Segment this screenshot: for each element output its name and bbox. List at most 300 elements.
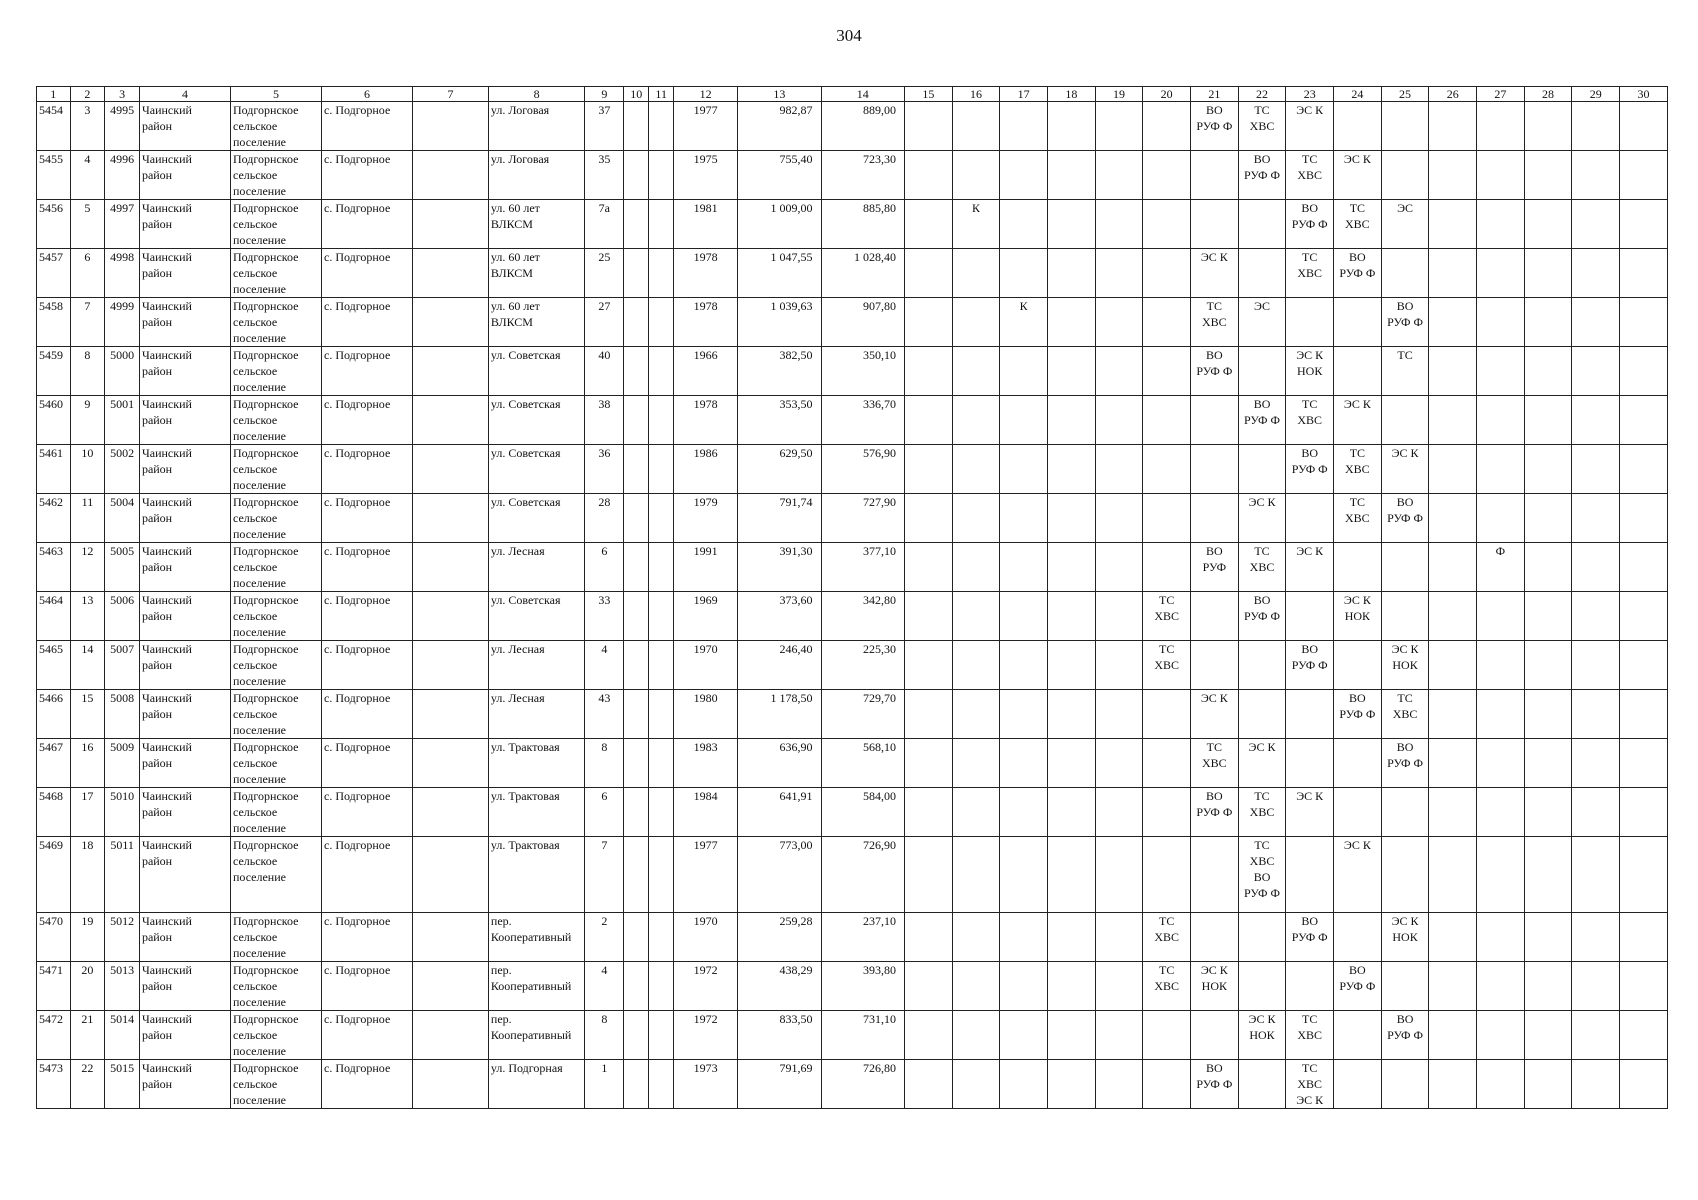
cell-col-19 xyxy=(1095,200,1143,249)
cell-col-19 xyxy=(1095,543,1143,592)
cell-col-22: ВО РУФ Ф xyxy=(1238,592,1286,641)
cell-col-25 xyxy=(1381,396,1429,445)
cell-col-5: Подгорнское сельское поселение xyxy=(230,445,321,494)
cell-col-30 xyxy=(1620,151,1668,200)
cell-col-29 xyxy=(1572,641,1620,690)
cell-col-26 xyxy=(1429,494,1477,543)
column-header-4: 4 xyxy=(139,87,230,102)
cell-col-13: 353,50 xyxy=(738,396,821,445)
cell-col-23 xyxy=(1286,298,1334,347)
cell-col-24: ВО РУФ Ф xyxy=(1334,249,1382,298)
cell-col-5: Подгорнское сельское поселение xyxy=(230,837,321,913)
table-row xyxy=(37,690,1668,739)
cell-col-11 xyxy=(649,739,674,788)
cell-col-10 xyxy=(624,788,649,837)
cell-col-15 xyxy=(904,102,952,151)
cell-col-14: 336,70 xyxy=(821,396,904,445)
cell-col-15 xyxy=(904,1060,952,1109)
cell-col-8: ул. Трактовая xyxy=(488,739,584,788)
cell-col-23: ЭС К НОК xyxy=(1286,347,1334,396)
cell-col-12: 1977 xyxy=(674,837,738,913)
cell-col-8: пер. Кооперативный xyxy=(488,962,584,1011)
cell-col-5: Подгорнское сельское поселение xyxy=(230,592,321,641)
cell-col-9: 36 xyxy=(585,445,624,494)
column-header-14: 14 xyxy=(821,87,904,102)
cell-col-24 xyxy=(1334,298,1382,347)
cell-col-14: 568,10 xyxy=(821,739,904,788)
cell-col-6: с. Подгорное xyxy=(322,641,413,690)
cell-col-23 xyxy=(1286,962,1334,1011)
cell-col-22: ВО РУФ Ф xyxy=(1238,151,1286,200)
cell-col-9: 35 xyxy=(585,151,624,200)
cell-col-9: 8 xyxy=(585,1011,624,1060)
column-header-8: 8 xyxy=(488,87,584,102)
cell-col-19 xyxy=(1095,151,1143,200)
cell-col-4: Чаинский район xyxy=(139,592,230,641)
cell-col-6: с. Подгорное xyxy=(322,962,413,1011)
cell-col-16 xyxy=(952,249,1000,298)
cell-col-12: 1969 xyxy=(674,592,738,641)
cell-col-5: Подгорнское сельское поселение xyxy=(230,1060,321,1109)
cell-col-9: 33 xyxy=(585,592,624,641)
column-header-19: 19 xyxy=(1095,87,1143,102)
cell-col-16 xyxy=(952,1060,1000,1109)
cell-col-28 xyxy=(1524,913,1572,962)
cell-col-2: 18 xyxy=(70,837,105,913)
cell-col-23: ВО РУФ Ф xyxy=(1286,200,1334,249)
cell-col-12: 1970 xyxy=(674,913,738,962)
cell-col-11 xyxy=(649,641,674,690)
cell-col-2: 17 xyxy=(70,788,105,837)
cell-col-23: ВО РУФ Ф xyxy=(1286,913,1334,962)
cell-col-16 xyxy=(952,151,1000,200)
cell-col-8: ул. Лесная xyxy=(488,690,584,739)
cell-col-20 xyxy=(1143,690,1191,739)
cell-col-21 xyxy=(1191,592,1239,641)
cell-col-1: 5463 xyxy=(37,543,71,592)
cell-col-17: К xyxy=(1000,298,1048,347)
cell-col-24 xyxy=(1334,913,1382,962)
cell-col-14: 350,10 xyxy=(821,347,904,396)
cell-col-27 xyxy=(1477,641,1525,690)
cell-col-18 xyxy=(1048,913,1096,962)
cell-col-20 xyxy=(1143,494,1191,543)
cell-col-19 xyxy=(1095,494,1143,543)
cell-col-10 xyxy=(624,592,649,641)
cell-col-4: Чаинский район xyxy=(139,494,230,543)
cell-col-14: 727,90 xyxy=(821,494,904,543)
cell-col-8: ул. Лесная xyxy=(488,543,584,592)
cell-col-24: ЭС К xyxy=(1334,837,1382,913)
cell-col-15 xyxy=(904,200,952,249)
cell-col-29 xyxy=(1572,788,1620,837)
cell-col-15 xyxy=(904,151,952,200)
cell-col-7 xyxy=(413,739,489,788)
cell-col-16 xyxy=(952,641,1000,690)
cell-col-19 xyxy=(1095,739,1143,788)
cell-col-8: ул. Советская xyxy=(488,445,584,494)
cell-col-14: 907,80 xyxy=(821,298,904,347)
cell-col-28 xyxy=(1524,200,1572,249)
cell-col-28 xyxy=(1524,962,1572,1011)
cell-col-5: Подгорнское сельское поселение xyxy=(230,913,321,962)
cell-col-20: ТС ХВС xyxy=(1143,962,1191,1011)
cell-col-16 xyxy=(952,913,1000,962)
table-row xyxy=(37,494,1668,543)
page-number: 304 xyxy=(836,26,862,45)
cell-col-1: 5456 xyxy=(37,200,71,249)
cell-col-23: ЭС К xyxy=(1286,788,1334,837)
cell-col-14: 237,10 xyxy=(821,913,904,962)
cell-col-11 xyxy=(649,102,674,151)
cell-col-2: 5 xyxy=(70,200,105,249)
cell-col-20: ТС ХВС xyxy=(1143,913,1191,962)
cell-col-11 xyxy=(649,396,674,445)
column-header-11: 11 xyxy=(649,87,674,102)
cell-col-2: 10 xyxy=(70,445,105,494)
cell-col-28 xyxy=(1524,1011,1572,1060)
cell-col-17 xyxy=(1000,102,1048,151)
cell-col-20 xyxy=(1143,396,1191,445)
cell-col-18 xyxy=(1048,494,1096,543)
cell-col-28 xyxy=(1524,739,1572,788)
column-number-row xyxy=(37,87,1668,102)
cell-col-18 xyxy=(1048,102,1096,151)
cell-col-20 xyxy=(1143,347,1191,396)
cell-col-16 xyxy=(952,739,1000,788)
cell-col-2: 8 xyxy=(70,347,105,396)
cell-col-30 xyxy=(1620,347,1668,396)
cell-col-12: 1978 xyxy=(674,298,738,347)
cell-col-7 xyxy=(413,249,489,298)
table-row xyxy=(37,200,1668,249)
cell-col-18 xyxy=(1048,200,1096,249)
cell-col-23 xyxy=(1286,494,1334,543)
column-header-1: 1 xyxy=(37,87,71,102)
cell-col-10 xyxy=(624,494,649,543)
cell-col-22: ЭС К xyxy=(1238,739,1286,788)
cell-col-7 xyxy=(413,592,489,641)
cell-col-21 xyxy=(1191,445,1239,494)
cell-col-28 xyxy=(1524,298,1572,347)
cell-col-28 xyxy=(1524,543,1572,592)
cell-col-19 xyxy=(1095,445,1143,494)
cell-col-24 xyxy=(1334,1011,1382,1060)
cell-col-12: 1980 xyxy=(674,690,738,739)
cell-col-5: Подгорнское сельское поселение xyxy=(230,151,321,200)
cell-col-15 xyxy=(904,788,952,837)
cell-col-6: с. Подгорное xyxy=(322,347,413,396)
cell-col-11 xyxy=(649,592,674,641)
cell-col-20 xyxy=(1143,543,1191,592)
cell-col-19 xyxy=(1095,298,1143,347)
cell-col-10 xyxy=(624,347,649,396)
cell-col-6: с. Подгорное xyxy=(322,494,413,543)
cell-col-6: с. Подгорное xyxy=(322,837,413,913)
cell-col-17 xyxy=(1000,396,1048,445)
cell-col-5: Подгорнское сельское поселение xyxy=(230,641,321,690)
cell-col-25: ЭС К НОК xyxy=(1381,913,1429,962)
cell-col-4: Чаинский район xyxy=(139,445,230,494)
cell-col-27 xyxy=(1477,102,1525,151)
cell-col-19 xyxy=(1095,913,1143,962)
cell-col-5: Подгорнское сельское поселение xyxy=(230,962,321,1011)
cell-col-18 xyxy=(1048,396,1096,445)
column-header-9: 9 xyxy=(585,87,624,102)
cell-col-13: 391,30 xyxy=(738,543,821,592)
column-header-30: 30 xyxy=(1620,87,1668,102)
cell-col-3: 5006 xyxy=(105,592,140,641)
cell-col-22: ЭС К xyxy=(1238,494,1286,543)
cell-col-24: ЭС К xyxy=(1334,396,1382,445)
cell-col-9: 7а xyxy=(585,200,624,249)
cell-col-15 xyxy=(904,913,952,962)
cell-col-30 xyxy=(1620,641,1668,690)
cell-col-14: 393,80 xyxy=(821,962,904,1011)
cell-col-6: с. Подгорное xyxy=(322,1011,413,1060)
cell-col-13: 1 039,63 xyxy=(738,298,821,347)
cell-col-9: 1 xyxy=(585,1060,624,1109)
cell-col-30 xyxy=(1620,396,1668,445)
cell-col-17 xyxy=(1000,445,1048,494)
column-header-2: 2 xyxy=(70,87,105,102)
cell-col-8: ул. Советская xyxy=(488,494,584,543)
cell-col-4: Чаинский район xyxy=(139,298,230,347)
cell-col-10 xyxy=(624,543,649,592)
cell-col-6: с. Подгорное xyxy=(322,151,413,200)
cell-col-23: ЭС К xyxy=(1286,102,1334,151)
cell-col-22 xyxy=(1238,913,1286,962)
cell-col-24: ЭС К xyxy=(1334,151,1382,200)
cell-col-6: с. Подгорное xyxy=(322,249,413,298)
cell-col-24: ВО РУФ Ф xyxy=(1334,690,1382,739)
cell-col-21 xyxy=(1191,641,1239,690)
column-header-22: 22 xyxy=(1238,87,1286,102)
cell-col-26 xyxy=(1429,298,1477,347)
cell-col-7 xyxy=(413,396,489,445)
cell-col-13: 246,40 xyxy=(738,641,821,690)
cell-col-5: Подгорнское сельское поселение xyxy=(230,298,321,347)
cell-col-23: ВО РУФ Ф xyxy=(1286,641,1334,690)
cell-col-1: 5461 xyxy=(37,445,71,494)
cell-col-12: 1978 xyxy=(674,249,738,298)
cell-col-21 xyxy=(1191,151,1239,200)
cell-col-7 xyxy=(413,200,489,249)
cell-col-13: 755,40 xyxy=(738,151,821,200)
cell-col-16 xyxy=(952,1011,1000,1060)
column-header-27: 27 xyxy=(1477,87,1525,102)
cell-col-22: ТС ХВС xyxy=(1238,543,1286,592)
cell-col-29 xyxy=(1572,102,1620,151)
cell-col-2: 12 xyxy=(70,543,105,592)
cell-col-30 xyxy=(1620,102,1668,151)
cell-col-17 xyxy=(1000,200,1048,249)
cell-col-17 xyxy=(1000,543,1048,592)
cell-col-24: ТС ХВС xyxy=(1334,445,1382,494)
cell-col-26 xyxy=(1429,837,1477,913)
cell-col-22: ТС ХВС ВО РУФ Ф xyxy=(1238,837,1286,913)
cell-col-20 xyxy=(1143,788,1191,837)
cell-col-27 xyxy=(1477,837,1525,913)
cell-col-5: Подгорнское сельское поселение xyxy=(230,690,321,739)
cell-col-29 xyxy=(1572,445,1620,494)
cell-col-2: 20 xyxy=(70,962,105,1011)
cell-col-11 xyxy=(649,913,674,962)
cell-col-2: 6 xyxy=(70,249,105,298)
cell-col-1: 5468 xyxy=(37,788,71,837)
cell-col-8: ул. Лесная xyxy=(488,641,584,690)
cell-col-27 xyxy=(1477,445,1525,494)
column-header-26: 26 xyxy=(1429,87,1477,102)
cell-col-26 xyxy=(1429,347,1477,396)
cell-col-4: Чаинский район xyxy=(139,913,230,962)
cell-col-19 xyxy=(1095,347,1143,396)
cell-col-25: ТС xyxy=(1381,347,1429,396)
cell-col-20: ТС ХВС xyxy=(1143,592,1191,641)
cell-col-7 xyxy=(413,445,489,494)
cell-col-27: Ф xyxy=(1477,543,1525,592)
table-row xyxy=(37,592,1668,641)
cell-col-3: 5011 xyxy=(105,837,140,913)
cell-col-15 xyxy=(904,739,952,788)
cell-col-24 xyxy=(1334,543,1382,592)
cell-col-13: 438,29 xyxy=(738,962,821,1011)
cell-col-29 xyxy=(1572,592,1620,641)
cell-col-12: 1975 xyxy=(674,151,738,200)
cell-col-1: 5467 xyxy=(37,739,71,788)
cell-col-11 xyxy=(649,1060,674,1109)
cell-col-20 xyxy=(1143,1011,1191,1060)
cell-col-27 xyxy=(1477,592,1525,641)
cell-col-10 xyxy=(624,837,649,913)
cell-col-23 xyxy=(1286,690,1334,739)
cell-col-2: 9 xyxy=(70,396,105,445)
cell-col-9: 27 xyxy=(585,298,624,347)
cell-col-27 xyxy=(1477,788,1525,837)
table-row xyxy=(37,396,1668,445)
cell-col-15 xyxy=(904,962,952,1011)
cell-col-18 xyxy=(1048,249,1096,298)
cell-col-28 xyxy=(1524,102,1572,151)
cell-col-6: с. Подгорное xyxy=(322,445,413,494)
cell-col-2: 4 xyxy=(70,151,105,200)
cell-col-25: ТС ХВС xyxy=(1381,690,1429,739)
table-row xyxy=(37,788,1668,837)
cell-col-7 xyxy=(413,1011,489,1060)
column-header-16: 16 xyxy=(952,87,1000,102)
cell-col-11 xyxy=(649,1011,674,1060)
cell-col-29 xyxy=(1572,690,1620,739)
cell-col-27 xyxy=(1477,298,1525,347)
cell-col-29 xyxy=(1572,913,1620,962)
cell-col-28 xyxy=(1524,151,1572,200)
cell-col-21: ТС ХВС xyxy=(1191,298,1239,347)
cell-col-21: ЭС К xyxy=(1191,249,1239,298)
cell-col-7 xyxy=(413,543,489,592)
cell-col-22 xyxy=(1238,445,1286,494)
cell-col-14: 726,80 xyxy=(821,1060,904,1109)
cell-col-14: 726,90 xyxy=(821,837,904,913)
table-row xyxy=(37,249,1668,298)
cell-col-27 xyxy=(1477,396,1525,445)
column-header-23: 23 xyxy=(1286,87,1334,102)
cell-col-19 xyxy=(1095,837,1143,913)
cell-col-18 xyxy=(1048,592,1096,641)
column-header-15: 15 xyxy=(904,87,952,102)
cell-col-16 xyxy=(952,298,1000,347)
cell-col-15 xyxy=(904,249,952,298)
cell-col-4: Чаинский район xyxy=(139,739,230,788)
cell-col-12: 1970 xyxy=(674,641,738,690)
cell-col-15 xyxy=(904,494,952,543)
column-header-3: 3 xyxy=(105,87,140,102)
cell-col-13: 259,28 xyxy=(738,913,821,962)
table-row xyxy=(37,298,1668,347)
cell-col-16 xyxy=(952,102,1000,151)
cell-col-17 xyxy=(1000,739,1048,788)
cell-col-24 xyxy=(1334,641,1382,690)
cell-col-7 xyxy=(413,962,489,1011)
cell-col-7 xyxy=(413,494,489,543)
cell-col-5: Подгорнское сельское поселение xyxy=(230,788,321,837)
cell-col-25: ЭС К xyxy=(1381,445,1429,494)
cell-col-16 xyxy=(952,396,1000,445)
cell-col-7 xyxy=(413,347,489,396)
cell-col-21 xyxy=(1191,200,1239,249)
cell-col-30 xyxy=(1620,962,1668,1011)
cell-col-3: 4997 xyxy=(105,200,140,249)
cell-col-25 xyxy=(1381,788,1429,837)
cell-col-10 xyxy=(624,962,649,1011)
cell-col-27 xyxy=(1477,690,1525,739)
cell-col-4: Чаинский район xyxy=(139,788,230,837)
cell-col-30 xyxy=(1620,837,1668,913)
cell-col-26 xyxy=(1429,249,1477,298)
cell-col-25: ВО РУФ Ф xyxy=(1381,1011,1429,1060)
cell-col-4: Чаинский район xyxy=(139,347,230,396)
cell-col-14: 889,00 xyxy=(821,102,904,151)
cell-col-17 xyxy=(1000,788,1048,837)
cell-col-4: Чаинский район xyxy=(139,1011,230,1060)
cell-col-3: 5000 xyxy=(105,347,140,396)
cell-col-26 xyxy=(1429,913,1477,962)
cell-col-20 xyxy=(1143,1060,1191,1109)
cell-col-27 xyxy=(1477,249,1525,298)
cell-col-16 xyxy=(952,837,1000,913)
cell-col-4: Чаинский район xyxy=(139,543,230,592)
cell-col-20 xyxy=(1143,200,1191,249)
column-header-10: 10 xyxy=(624,87,649,102)
cell-col-19 xyxy=(1095,102,1143,151)
cell-col-17 xyxy=(1000,1011,1048,1060)
cell-col-9: 2 xyxy=(585,913,624,962)
column-header-29: 29 xyxy=(1572,87,1620,102)
cell-col-30 xyxy=(1620,592,1668,641)
cell-col-18 xyxy=(1048,445,1096,494)
cell-col-9: 6 xyxy=(585,788,624,837)
cell-col-7 xyxy=(413,913,489,962)
cell-col-10 xyxy=(624,298,649,347)
cell-col-27 xyxy=(1477,1060,1525,1109)
cell-col-1: 5457 xyxy=(37,249,71,298)
cell-col-18 xyxy=(1048,788,1096,837)
cell-col-21 xyxy=(1191,837,1239,913)
cell-col-29 xyxy=(1572,494,1620,543)
cell-col-15 xyxy=(904,592,952,641)
cell-col-29 xyxy=(1572,151,1620,200)
cell-col-1: 5465 xyxy=(37,641,71,690)
column-header-21: 21 xyxy=(1191,87,1239,102)
